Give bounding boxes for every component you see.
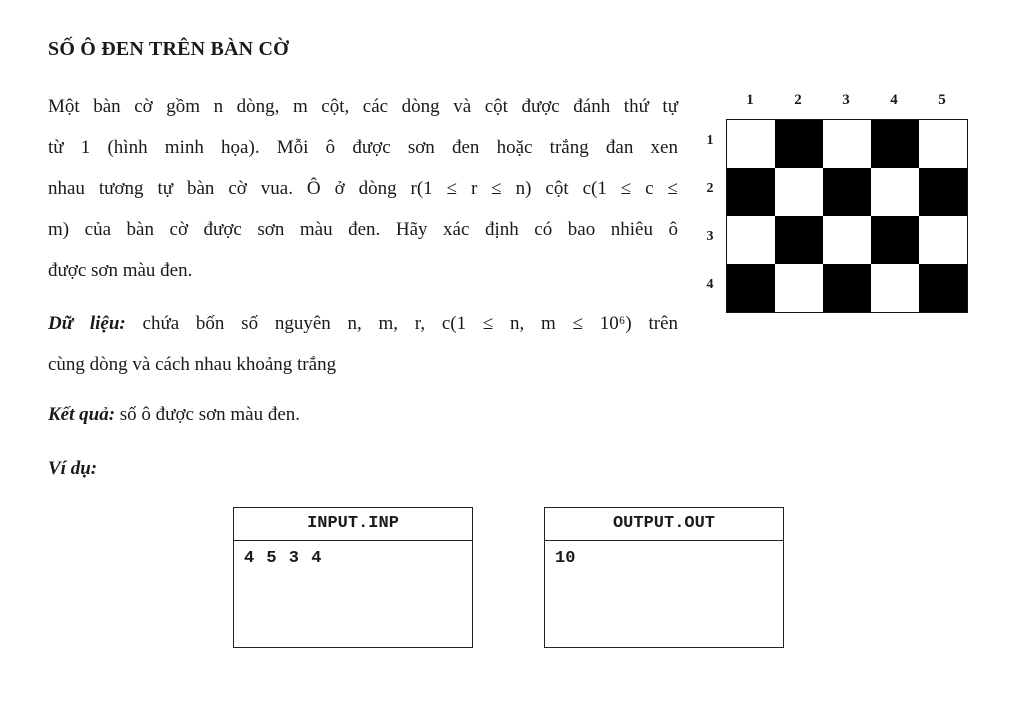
black-cell	[823, 168, 871, 216]
column-label: 3	[842, 92, 850, 108]
white-cell	[727, 216, 775, 264]
row-label: 4	[706, 277, 714, 292]
row-label: 1	[706, 133, 714, 148]
statement-line: m) của bàn cờ được sơn màu đen. Hãy xác định có bao nhiêu ô	[48, 219, 678, 240]
output-example-box	[544, 507, 784, 648]
input-example-box	[233, 507, 473, 648]
input-description-line: cùng dòng và cách nhau khoảng trắng	[48, 354, 337, 375]
problem-statement	[48, 86, 678, 291]
white-cell	[919, 216, 967, 264]
row-labels	[700, 119, 720, 311]
problem-title: SỐ Ô ĐEN TRÊN BÀN CỜ	[48, 38, 289, 60]
black-cell	[871, 120, 919, 168]
statement-line: nhau tương tự bàn cờ vua. Ô ở dòng r(1 ≤ r ≤ n) cột c(1 ≤ c ≤	[48, 178, 678, 199]
black-cell	[775, 120, 823, 168]
white-cell	[823, 216, 871, 264]
white-cell	[775, 264, 823, 312]
black-cell	[919, 168, 967, 216]
input-label: Dữ liệu:	[48, 313, 126, 334]
black-cell	[775, 216, 823, 264]
column-label: 5	[938, 92, 946, 108]
white-cell	[919, 120, 967, 168]
input-description-line	[48, 303, 678, 344]
white-cell	[871, 168, 919, 216]
white-cell	[727, 120, 775, 168]
example-heading	[48, 458, 97, 480]
black-cell	[919, 264, 967, 312]
example-label: Ví dụ:	[48, 458, 98, 479]
input-file-content: 4 5 3 4	[244, 549, 322, 568]
black-cell	[727, 168, 775, 216]
column-label: 4	[890, 92, 898, 108]
row-label: 3	[706, 229, 714, 244]
input-description	[48, 303, 678, 385]
statement-line: Một bàn cờ gồm n dòng, m cột, các dòng và cột được đánh thứ tự	[48, 96, 678, 117]
output-file-header: OUTPUT.OUT	[545, 508, 783, 541]
output-description	[48, 404, 300, 426]
statement-line: được sơn màu đen.	[48, 260, 193, 281]
input-description-text: chứa bốn số nguyên n, m, r, c(1 ≤ n, m ≤ 10⁶) trên	[142, 313, 679, 334]
white-cell	[823, 120, 871, 168]
column-label: 2	[794, 92, 802, 108]
chessboard-grid	[726, 119, 968, 313]
output-description-text: số ô được sơn màu đen.	[119, 404, 301, 425]
output-file-content: 10	[555, 549, 576, 568]
black-cell	[823, 264, 871, 312]
black-cell	[871, 216, 919, 264]
black-cell	[727, 264, 775, 312]
column-labels	[726, 92, 968, 114]
white-cell	[775, 168, 823, 216]
output-label: Kết quả:	[48, 404, 116, 425]
statement-line: từ 1 (hình minh họa). Mỗi ô được sơn đen hoặc trắng đan xen	[48, 137, 678, 158]
white-cell	[871, 264, 919, 312]
row-label: 2	[706, 181, 714, 196]
input-file-header: INPUT.INP	[234, 508, 472, 541]
column-label: 1	[746, 92, 754, 108]
